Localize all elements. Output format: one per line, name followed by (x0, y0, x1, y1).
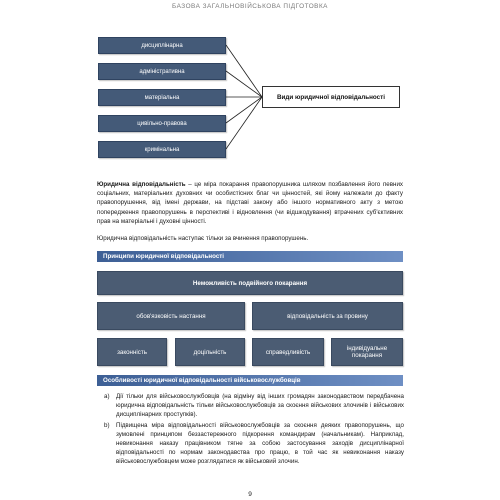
types-main-box: Види юридичної відповідальності (262, 86, 400, 108)
list-item (104, 392, 404, 420)
list-marker: b) (104, 421, 110, 429)
principle-box-expediency: доцільність (175, 338, 245, 366)
responsibility-types-diagram (0, 0, 500, 175)
kind-box-civil: цивільно-правова (98, 115, 226, 132)
principle-box-legality: законність (97, 338, 167, 366)
connector-lines (0, 0, 500, 175)
list-item (104, 421, 404, 467)
principle-box-justice: справедливість (252, 338, 324, 366)
kind-box-material: матеріальна (98, 89, 226, 106)
definition-paragraph (97, 180, 403, 226)
note-paragraph: Юридична відповідальність наступає тільки за вчинення правопорушень. (97, 235, 309, 242)
kind-box-criminal: кримінальна (98, 141, 226, 158)
principle-box-fault: відповідальність за провину (252, 302, 403, 330)
list-item-text: Підвищена міра відповідальності військовослужбовців за скоєння деяких правопорушень, що зумовлені принципом беззастережного підкорення командирам (начальникам). Наприклад, невиконання наказу працівником тягне за собою застосування заходів дисциплінарної відповідальності по нормам законодавства про працю, в той час як невиконання наказу військовослужбовцем може розглядатися як військовий злочин. (116, 421, 404, 466)
list-item-text: Дії тільки для військовослужбовців (на відміну від інших громадян законодавством передбачена юридична відповідальність тільки військовослужбовців за скоєння військових злочинів і військових дисциплінарних проступків). (116, 393, 404, 419)
kind-box-disciplinary: дисциплінарна (98, 37, 226, 54)
features-section-title: Особливості юридичної відповідальності військовослужбовців (97, 375, 403, 386)
principle-top-box: Неможливість подвійного покарання (97, 271, 403, 295)
principles-section-title: Принципи юридичної відповідальності (97, 251, 403, 262)
page-number: 9 (248, 491, 252, 498)
principle-box-mandatory: обов'язковість настання (97, 302, 245, 330)
list-marker: а) (104, 393, 110, 400)
running-header: БАЗОВА ЗАГАЛЬНОВІЙСЬКОВА ПІДГОТОВКА (172, 3, 328, 10)
definition-text: – це міра покарання правопорушника шляхом позбавлення його певних соціальних, матеріальних духовних чи особистісних благ чи цінностей, які йому належали до факту правопорушення, від імені держави, на підставі закону або іншого нормативного акту з метою попередження правопорушень в перспективі і відновлення (чи відшкодування) втрачених суб'єктивних прав на матеріальні і духовні цінності. (97, 181, 403, 225)
principle-box-individual: індивідуальне покарання (331, 338, 403, 366)
kind-box-administrative: адміністративна (98, 63, 226, 80)
features-list (104, 392, 404, 468)
definition-term: Юридична відповідальність (97, 181, 186, 188)
